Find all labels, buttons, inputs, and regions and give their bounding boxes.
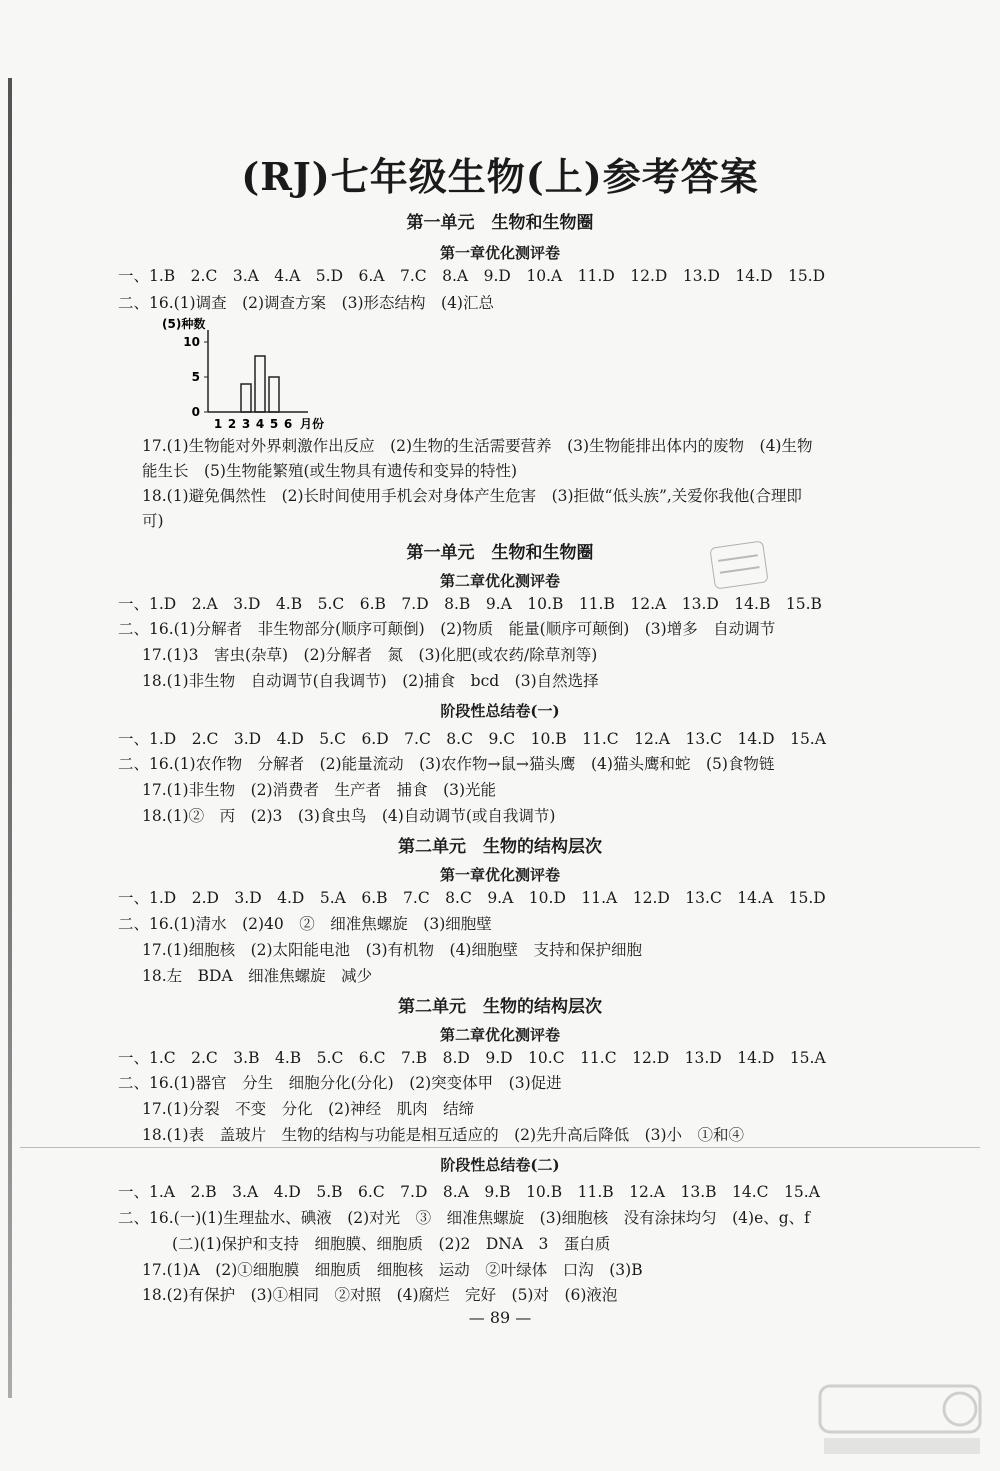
chart-title: (5)种数: [162, 317, 206, 331]
chapter-heading: 第二章优化测评卷: [439, 572, 560, 590]
page-number: — 89 —: [468, 1308, 532, 1327]
y-tick-label: 0: [191, 405, 200, 419]
chapter-heading: 第二章优化测评卷: [439, 1026, 560, 1044]
page-title: (RJ)七年级生物(上)参考答案: [241, 154, 759, 199]
answer-line: 17.(1)3 害虫(杂草) (2)分解者 氮 (3)化肥(或农药/除草剂等): [142, 646, 598, 664]
chapter-heading: 第一章优化测评卷: [439, 866, 560, 884]
x-tick-label: 4: [255, 417, 265, 431]
bar-chart-svg: [160, 316, 350, 432]
unit-heading: 第一单元 生物和生物圈: [406, 543, 594, 563]
answer-line: 二、16.(1)农作物 分解者 (2)能量流动 (3)农作物→鼠→猫头鹰 (4)猫头鹰和蛇 (5)食物链: [118, 755, 775, 773]
answer-line: 可): [142, 512, 164, 530]
unit-heading: 第二单元 生物的结构层次: [398, 997, 602, 1017]
answer-line: 二、16.(一)(1)生理盐水、碘液 (2)对光 ③ 细准焦螺旋 (3)细胞核 没有涂抹均匀 (4)e、g、f: [118, 1209, 810, 1227]
answer-line: (二)(1)保护和支持 细胞膜、细胞质 (2)2 DNA 3 蛋白质: [172, 1235, 611, 1253]
x-tick-label: 2: [227, 417, 237, 431]
answer-line: 18.(2)有保护 (3)①相同 ②对照 (4)腐烂 完好 (5)对 (6)液泡: [142, 1286, 618, 1304]
answer-line: 一、1.B 2.C 3.A 4.A 5.D 6.A 7.C 8.A 9.D 10.A 11.D 12.D 13.D 14.D 15.D: [118, 267, 826, 285]
answer-line: 二、16.(1)清水 (2)40 ② 细准焦螺旋 (3)细胞壁: [118, 915, 492, 933]
chapter-heading: 阶段性总结卷(一): [440, 702, 560, 720]
answer-line: 一、1.D 2.C 3.D 4.D 5.C 6.D 7.C 8.C 9.C 10.B 11.C 12.A 13.C 14.D 15.A: [118, 730, 826, 748]
answer-line: 一、1.A 2.B 3.A 4.D 5.B 6.C 7.D 8.A 9.B 10.B 11.B 12.A 13.B 14.C 15.A: [118, 1183, 820, 1201]
answer-line: 一、1.D 2.D 3.D 4.D 5.A 6.B 7.C 8.C 9.A 10.D 11.A 12.D 13.C 14.A 15.D: [118, 889, 826, 907]
chapter-heading: 第一章优化测评卷: [439, 244, 560, 262]
chapter-heading: 阶段性总结卷(二): [440, 1156, 560, 1174]
y-tick-label: 10: [183, 335, 200, 349]
bar: [241, 384, 251, 412]
answer-line: 17.(1)分裂 不变 分化 (2)神经 肌肉 结缔: [142, 1100, 475, 1118]
unit-heading: 第一单元 生物和生物圈: [406, 213, 594, 233]
answer-line: 18.(1)非生物 自动调节(自我调节) (2)捕食 bcd (3)自然选择: [142, 672, 599, 690]
answer-line: 17.(1)细胞核 (2)太阳能电池 (3)有机物 (4)细胞壁 支持和保护细胞: [142, 941, 642, 959]
watermark-logo: [810, 1380, 990, 1460]
answer-line: 17.(1)非生物 (2)消费者 生产者 捕食 (3)光能: [142, 781, 497, 799]
x-tick-label: 6: [283, 417, 293, 431]
binding-edge: [8, 78, 12, 1398]
x-tick-label: 1: [213, 417, 223, 431]
x-tick-label: 3: [241, 417, 251, 431]
answer-line: 18.(1)② 丙 (2)3 (3)食虫鸟 (4)自动调节(或自我调节): [142, 807, 556, 825]
bar: [269, 377, 279, 412]
bar-chart: [160, 316, 350, 432]
divider: [20, 1147, 980, 1148]
answer-line: 二、16.(1)分解者 非生物部分(顺序可颠倒) (2)物质 能量(顺序可颠倒) (3)增多 自动调节: [118, 620, 776, 638]
answer-line: 18.(1)表 盖玻片 生物的结构与功能是相互适应的 (2)先升高后降低 (3)小 ①和④: [142, 1126, 745, 1144]
answer-line: 18.左 BDA 细准焦螺旋 减少: [142, 967, 373, 985]
y-tick-label: 5: [191, 370, 200, 384]
answer-line: 能生长 (5)生物能繁殖(或生物具有遗传和变异的特性): [142, 462, 518, 480]
answer-line: 二、16.(1)器官 分生 细胞分化(分化) (2)突变体甲 (3)促进: [118, 1074, 562, 1092]
unit-heading: 第二单元 生物的结构层次: [398, 837, 602, 857]
x-axis-label: 月份: [300, 417, 325, 431]
answer-line: 17.(1)生物能对外界刺激作出反应 (2)生物的生活需要营养 (3)生物能排出体内的废物 (4)生物: [142, 437, 813, 455]
answer-line: 18.(1)避免偶然性 (2)长时间使用手机会对身体产生危害 (3)拒做“低头族”,关爱你我他(合理即: [142, 487, 802, 505]
answer-line: 一、1.C 2.C 3.B 4.B 5.C 6.C 7.B 8.D 9.D 10.C 11.C 12.D 13.D 14.D 15.A: [118, 1049, 826, 1067]
x-tick-label: 5: [269, 417, 279, 431]
answer-line: 17.(1)A (2)①细胞膜 细胞质 细胞核 运动 ②叶绿体 口沟 (3)B: [142, 1261, 643, 1279]
bar: [255, 356, 265, 412]
answer-line: 一、1.D 2.A 3.D 4.B 5.C 6.B 7.D 8.B 9.A 10.B 11.B 12.A 13.D 14.B 15.B: [118, 595, 822, 613]
answer-line: 二、16.(1)调查 (2)调查方案 (3)形态结构 (4)汇总: [118, 294, 494, 312]
